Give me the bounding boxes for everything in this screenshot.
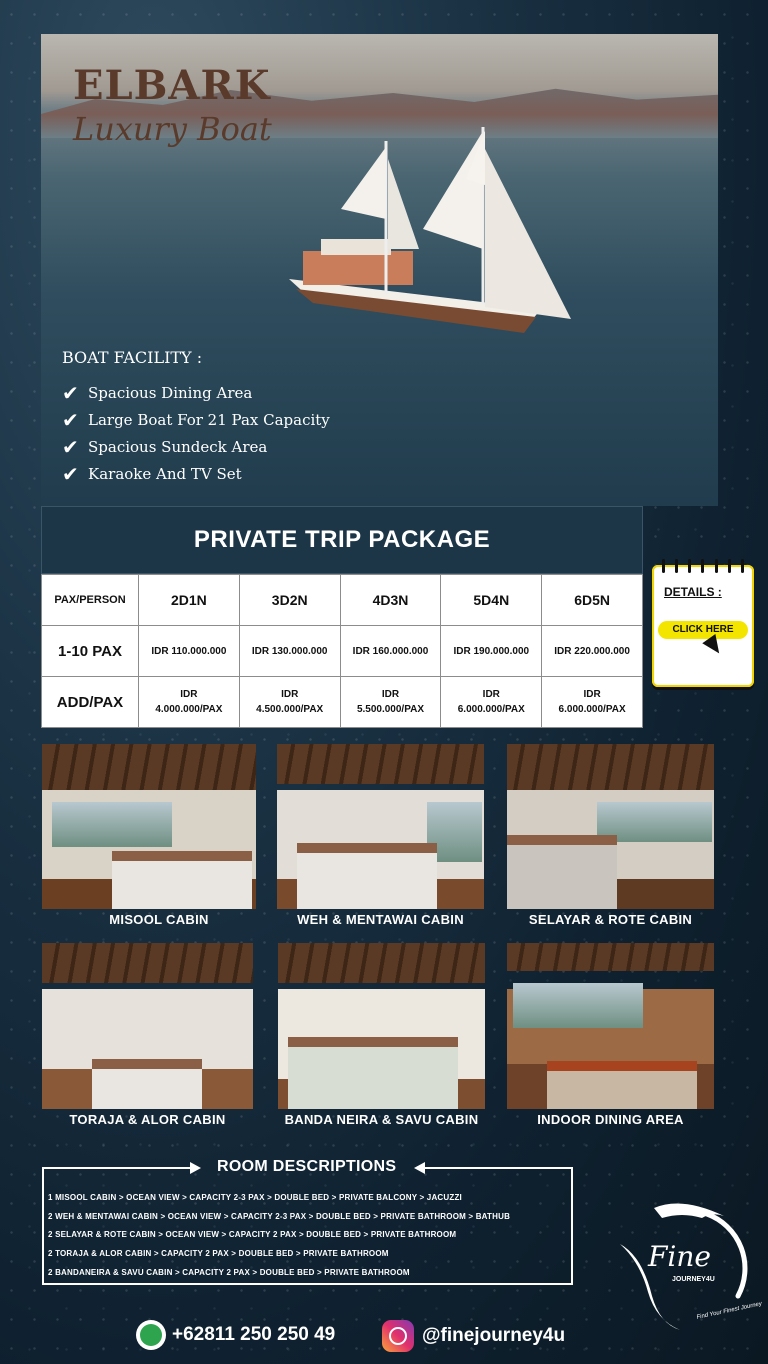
facility-item: ✔ Karaoke And TV Set	[62, 462, 242, 486]
facility-item: ✔ Large Boat For 21 Pax Capacity	[62, 408, 330, 432]
selayar-rote-cabin-photo	[507, 744, 714, 909]
cabin-label: MISOOL CABIN	[109, 912, 209, 927]
check-icon: ✔	[62, 408, 79, 432]
details-label: DETAILS :	[664, 585, 722, 599]
duration-header: 4D3N	[340, 575, 441, 626]
cabin-label: INDOOR DINING AREA	[537, 1112, 684, 1127]
room-descriptions-list	[48, 1189, 510, 1282]
price-cell: IDR 4.000.000/PAX	[139, 677, 240, 728]
instagram-handle[interactable]: @finejourney4u	[422, 1325, 566, 1346]
indoor-dining-area-photo	[507, 943, 714, 1109]
list-item: 2 TORAJA & ALOR CABIN > CAPACITY 2 PAX > DOUBLE BED > PRIVATE BATHROOM	[48, 1249, 389, 1259]
price-cell: IDR 6.000.000/PAX	[441, 677, 542, 728]
price-cell: IDR 110.000.000	[139, 626, 240, 677]
whatsapp-icon	[136, 1320, 166, 1350]
details-card[interactable]	[652, 565, 754, 687]
list-item: 2 WEH & MENTAWAI CABIN > OCEAN VIEW > CAPACITY 2-3 PAX > DOUBLE BED > PRIVATE BATHROOM > BATHUB	[48, 1211, 511, 1221]
price-table	[41, 574, 643, 728]
divider	[424, 1167, 573, 1169]
cabin-label: BANDA NEIRA & SAVU CABIN	[284, 1112, 479, 1127]
list-item: 1 MISOOL CABIN > OCEAN VIEW > CAPACITY 2-3 PAX > DOUBLE BED > PRIVATE BALCONY > JACUZZI	[48, 1193, 462, 1202]
banda-neira-savu-cabin-photo	[278, 943, 485, 1109]
private-trip-package	[41, 506, 643, 728]
instagram-contact[interactable]	[382, 1320, 565, 1352]
boat-subtitle: Luxury Boat	[73, 110, 272, 148]
boat-title: ELBARK	[73, 62, 271, 109]
price-cell: IDR 5.500.000/PAX	[340, 677, 441, 728]
duration-header: 3D2N	[239, 575, 340, 626]
price-cell: IDR 6.000.000/PAX	[542, 677, 643, 728]
check-icon: ✔	[62, 462, 79, 486]
check-icon: ✔	[62, 381, 79, 405]
notepad-rings-icon	[662, 559, 744, 573]
duration-header: 2D1N	[139, 575, 240, 626]
facility-heading: BOAT FACILITY :	[62, 348, 203, 367]
click-here-button[interactable]: CLICK HERE	[658, 621, 748, 639]
duration-header: 6D5N	[542, 575, 643, 626]
instagram-icon	[382, 1320, 414, 1352]
duration-header: 5D4N	[441, 575, 542, 626]
logo-tagline: Find Your Finest Journey	[696, 1301, 763, 1321]
package-title: PRIVATE TRIP PACKAGE	[41, 506, 643, 574]
price-cell: IDR 4.500.000/PAX	[239, 677, 340, 728]
facility-item: ✔ Spacious Dining Area	[62, 381, 253, 405]
row-label: ADD/PAX	[42, 677, 139, 728]
toraja-alor-cabin-photo	[42, 943, 253, 1109]
room-descriptions-header	[42, 1156, 573, 1180]
room-descriptions-title: ROOM DESCRIPTIONS	[217, 1158, 397, 1175]
logo-sub: JOURNEY4U	[672, 1276, 715, 1283]
price-cell: IDR 190.000.000	[441, 626, 542, 677]
cabin-label: TORAJA & ALOR CABIN	[69, 1112, 226, 1127]
misool-cabin-photo	[42, 744, 256, 909]
arrow-right-icon	[190, 1162, 201, 1174]
facility-item: ✔ Spacious Sundeck Area	[62, 435, 268, 459]
table-header-row	[42, 575, 643, 626]
list-item: 2 BANDANEIRA & SAVU CABIN > CAPACITY 2 PAX > DOUBLE BED > PRIVATE BATHROOM	[48, 1267, 410, 1277]
phone-number[interactable]: +62811 250 250 49	[172, 1324, 336, 1345]
fine-journey-logo	[612, 1196, 763, 1336]
table-row	[42, 626, 643, 677]
price-cell: IDR 160.000.000	[340, 626, 441, 677]
check-icon: ✔	[62, 435, 79, 459]
pax-person-header: PAX/PERSON	[42, 575, 139, 626]
divider	[42, 1167, 192, 1169]
logo-name: Fine	[648, 1240, 711, 1273]
cabin-label: SELAYAR & ROTE CABIN	[528, 912, 693, 927]
price-cell: IDR 220.000.000	[542, 626, 643, 677]
weh-mentawai-cabin-photo	[277, 744, 484, 909]
cabin-label: WEH & MENTAWAI CABIN	[297, 912, 464, 927]
whatsapp-contact[interactable]	[136, 1320, 335, 1350]
table-row	[42, 677, 643, 728]
price-cell: IDR 130.000.000	[239, 626, 340, 677]
facility-list	[62, 380, 330, 488]
list-item: 2 SELAYAR & ROTE CABIN > OCEAN VIEW > CAPACITY 2 PAX > DOUBLE BED > PRIVATE BATHROOM	[48, 1230, 457, 1240]
row-label: 1-10 PAX	[42, 626, 139, 677]
hero-banner	[41, 34, 718, 506]
sailing-boat-illustration	[241, 119, 581, 399]
